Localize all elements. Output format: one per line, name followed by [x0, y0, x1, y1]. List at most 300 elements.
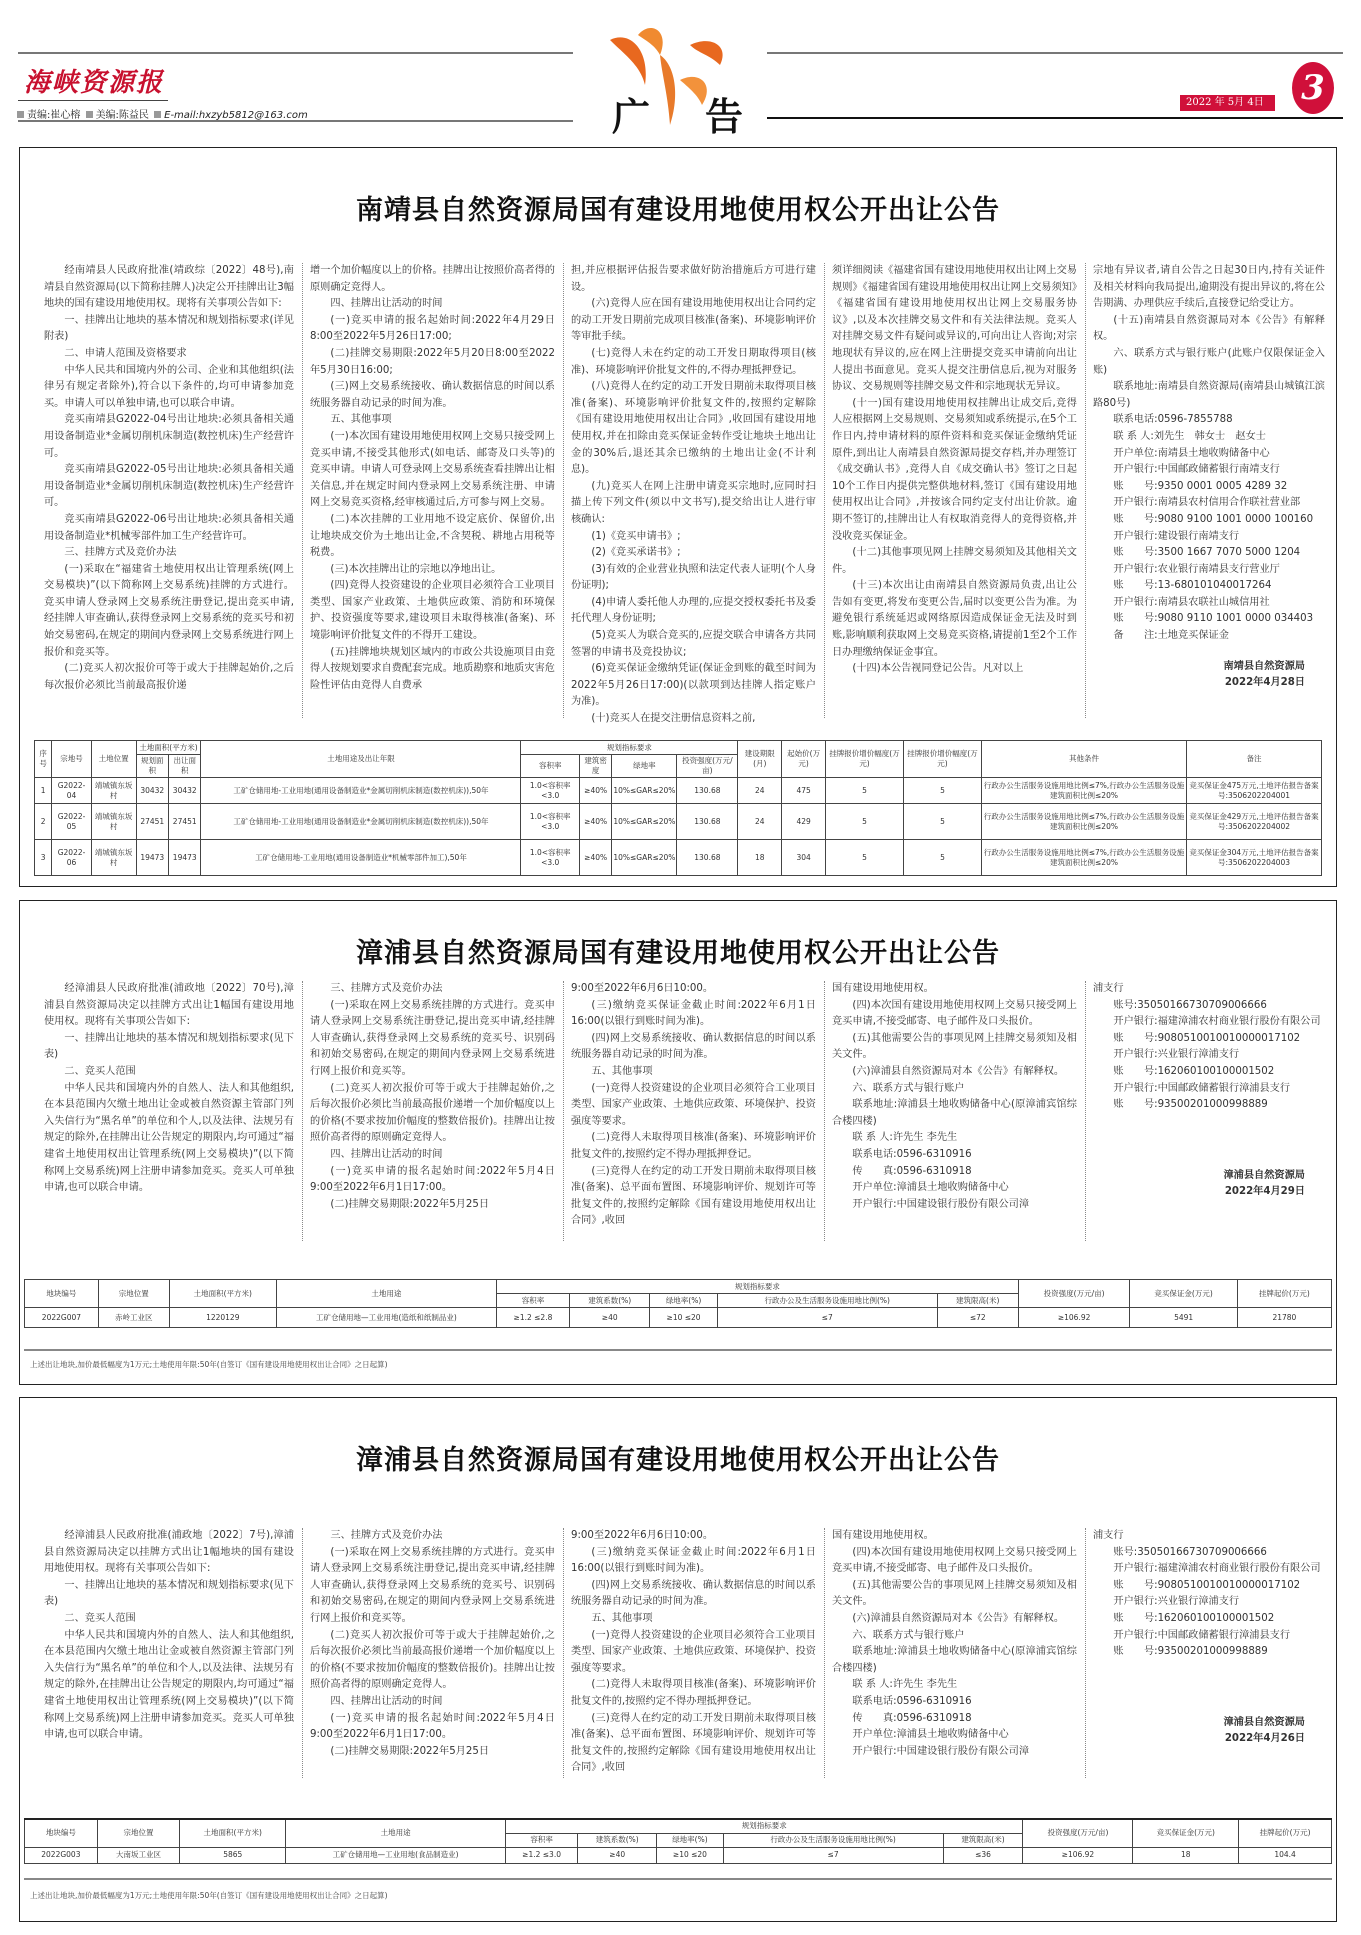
table-header: 地块编号: [25, 1280, 99, 1308]
cell: 5: [903, 804, 981, 840]
cell: 5865: [180, 1847, 286, 1863]
table-header: 土地用途: [286, 1819, 506, 1847]
cell: 475: [782, 778, 826, 804]
paragraph: 六、联系方式与银行账户(此账户仅限保证金入账): [1093, 347, 1325, 376]
table-header: 行政办公及生活服务设施用地比例(%): [723, 1833, 943, 1847]
cell: 104.4: [1239, 1847, 1332, 1863]
table-header: 土地位置: [91, 741, 136, 778]
paragraph: (四)网上交易系统接收、确认数据信息的时间以系统服务器自动记录的时间为准。: [571, 1032, 816, 1061]
cell: 1.0<容积率<3.0: [521, 804, 579, 840]
paragraph: (五)其他需要公告的事项见网上挂牌交易须知及相关文件。: [832, 1579, 1077, 1608]
cell: ≥40: [578, 1847, 657, 1863]
paragraph: (三)本次挂牌出让的宗地以净地出让。: [330, 563, 502, 575]
table-note: 上述出让地块,加价最低幅度为1万元;土地使用年限:50年(自签订《国有建设用地使用权出让合同》之日起算): [30, 1891, 388, 1900]
cell: ≥10 ≤20: [650, 1308, 717, 1328]
cell: 429: [782, 804, 826, 840]
column-divider: [1085, 1528, 1086, 1778]
cell: 10%≤GAR≤20%: [612, 804, 677, 840]
table-header: 竞买保证金(万元): [1133, 1819, 1239, 1847]
contact-line: 账 号:3500 1667 7070 5000 1204: [1113, 547, 1301, 559]
parcel-table: [24, 1279, 1332, 1328]
paragraph: 四、挂牌出让活动的时间: [330, 298, 443, 310]
cell: 靖城镇东坂村: [91, 804, 136, 840]
contact-line: 开户银行:福建漳浦农村商业银行股份有限公司: [1113, 1016, 1321, 1028]
table-header: 容积率: [506, 1833, 578, 1847]
paragraph: 三、挂牌方式及竞价办法: [330, 983, 443, 994]
table-header: 其他条件: [982, 741, 1187, 778]
table-header: 投资强度(万元/亩): [1023, 1819, 1133, 1847]
paragraph: 一、挂牌出让地块的基本情况和规划指标要求(详见附表): [44, 314, 294, 343]
table-header: 宗地位置: [97, 1819, 180, 1847]
contact-line: 账 号:9080 9110 1001 0000 034403: [1113, 613, 1314, 625]
notice-zhangpu-1: [19, 900, 1337, 1385]
table-header: 投资强度(万元/亩): [677, 755, 738, 778]
sign-date: 2022年4月26日: [1224, 1733, 1305, 1745]
cell: 5: [903, 840, 981, 876]
section-title-part1: 广: [612, 94, 651, 139]
paragraph: (1)《竞买申请书》;: [591, 530, 681, 542]
cell: 304: [782, 840, 826, 876]
cell: ≤72: [937, 1308, 1018, 1328]
contact-line: 账号:35050166730709006666: [1113, 1546, 1267, 1558]
notice-column-3: [571, 981, 816, 1230]
cell: 18: [738, 840, 782, 876]
cell: 5: [826, 840, 904, 876]
table-header: 行政办公及生活服务设施用地比例(%): [717, 1294, 937, 1308]
table-header: 备注: [1187, 741, 1322, 778]
table-row: [25, 1308, 1332, 1328]
paragraph: (二)竞买人初次报价可等于或大于挂牌起始价,之后每次报价必须比当前最高报价递增一个加价幅度以上的价格(不要求按加价幅度的整数倍报价)。挂牌出让按照价高者得的原则确定竞得人。: [310, 1629, 555, 1691]
cell: 130.68: [677, 840, 738, 876]
bullet-icon: [154, 111, 161, 118]
table-header: 绿地率(%): [657, 1833, 723, 1847]
paragraph: 三、挂牌方式及竞价办法: [64, 547, 177, 559]
contact-line: 开户银行:中国建设银行股份有限公司漳: [852, 1198, 1030, 1210]
notice-column-4: [832, 263, 1077, 678]
divider: [24, 1878, 1332, 1880]
paragraph: (四)本次国有建设用地使用权网上交易只接受网上竞买申请,不接受邮寄、电子邮件及口头报价。: [832, 1546, 1077, 1575]
contact-line: 开户银行:中国建设银行股份有限公司漳: [852, 1745, 1030, 1757]
cell: ≥106.92: [1018, 1308, 1130, 1328]
paragraph: 9:00至2022年6月6日10:00。: [571, 983, 714, 994]
column-divider: [824, 263, 825, 718]
paragraph: 宗地有异议者,请自公告之日起30日内,持有关证件及相关材料向我局提出,逾期没有提出异议的,将在公告期满、办理供应手续后,直接登记给受让方。: [1093, 265, 1325, 310]
cell: 2: [35, 804, 52, 840]
notice-title: 漳浦县自然资源局国有建设用地使用权公开出让公告: [356, 938, 1000, 969]
notice-column-5: [1093, 263, 1325, 692]
cell: 5: [826, 778, 904, 804]
cell: 靖城镇东坂村: [91, 840, 136, 876]
paragraph: (五)其他需要公告的事项见网上挂牌交易须知及相关文件。: [832, 1032, 1077, 1061]
bullet-icon: [17, 111, 24, 118]
table-row: [35, 840, 1322, 876]
contact-line: 账 号:162060100100001502: [1113, 1612, 1275, 1624]
cell: ≥40: [570, 1308, 650, 1328]
cell: 行政办公生活服务设施用地比例≤7%,行政办公生活服务设施建筑面积比例≤20%: [982, 840, 1187, 876]
paragraph: 四、挂牌出让活动的时间: [330, 1148, 443, 1160]
cell: 1.0<容积率<3.0: [521, 840, 579, 876]
notice-column-2: [310, 263, 555, 694]
contact-line: 账 号:9350 0001 0005 4289 32: [1113, 480, 1288, 492]
contact-address: 联系地址:漳浦县土地收购储备中心(原漳浦宾馆综合楼四楼): [832, 1646, 1077, 1674]
contact-line: 账 号:9080510010010000017102: [1113, 1579, 1301, 1591]
paragraph: 五、其他事项: [330, 414, 392, 426]
table-header: 规划指标要求: [506, 1819, 1023, 1833]
contact-line: 开户银行:南靖县农村信用合作联社营业部: [1113, 497, 1301, 509]
table-header: 起始价(万元): [782, 741, 826, 778]
contact-line: 开户银行:兴业银行漳浦支行: [1113, 1049, 1240, 1061]
newspaper-logo: 海峡资源报: [24, 68, 165, 98]
notice-column-2: [310, 981, 555, 1213]
sign-date: 2022年4月28日: [1224, 677, 1305, 689]
signature: 南靖县自然资源局: [1223, 660, 1305, 672]
paragraph: 经南靖县人民政府批准(靖政综〔2022〕48号),南靖县自然资源局(以下简称挂牌人)决定公开挂牌出让3幅地块的国有建设用地使用权。现将有关事项公告如下:: [44, 265, 294, 310]
table-header: 建筑系数(%): [570, 1294, 650, 1308]
cell: 工矿仓储用地—工业用地(造纸和纸制品业): [276, 1308, 496, 1328]
cell: 21780: [1237, 1308, 1331, 1328]
notice-column-4: [832, 1528, 1077, 1760]
table-header: 序号: [35, 741, 52, 778]
table-header: 挂牌报价增价幅度(万元): [903, 741, 981, 778]
paragraph: 二、申请人范围及资格要求: [64, 347, 187, 359]
contact-line: 联系电话:0596-6310916: [852, 1148, 972, 1160]
paragraph: (十)竞买人在提交注册信息资料之前,: [591, 713, 756, 725]
notice-column-1: [44, 981, 294, 1197]
table-header: 宗地号: [52, 741, 91, 778]
paragraph: 五、其他事项: [591, 1612, 653, 1624]
paragraph: 竞买南靖县G2022-05号出让地块:必须具备相关通用设备制造业*金属切削机床制造(数控机床)生产经营许可。: [44, 464, 294, 509]
cell: 130.68: [677, 778, 738, 804]
column-divider: [563, 263, 564, 718]
column-divider: [824, 981, 825, 1241]
contact-line: 联系电话:0596-7855788: [1113, 414, 1233, 426]
table-header: 规划指标要求: [521, 741, 738, 755]
paragraph: 中华人民共和国境内外的自然人、法人和其他组织,在本县范围内欠缴土地出让金或被自然资源主管部门列入失信行为“黑名单”的单位和个人,以及法律、法规另有规定的除外,在挂牌出让公告规定的期限内,均可通过“福建省土地使用权出让管理系统(网上交易模块)”(以下简称网上交易系统)网上注册申请参加竞买。竞买人可单独申请,也可以联合申请。: [44, 1082, 294, 1194]
table-header: 土地用途及出让年限: [201, 741, 521, 778]
signature: 漳浦县自然资源局: [1223, 1716, 1305, 1728]
contact-line: 开户银行:福建漳浦农村商业银行股份有限公司: [1113, 1563, 1321, 1575]
contact-line: 账 号:162060100100001502: [1113, 1065, 1275, 1077]
paragraph: 中华人民共和国境内外的自然人、法人和其他组织,在本县范围内欠缴土地出让金或被自然资源主管部门列入失信行为“黑名单”的单位和个人,以及法律、法规另有规定的除外,在挂牌出让公告规定的期限内,均可通过“福建省土地使用权出让管理系统(网上交易模块)”(以下简称网上交易系统)网上注册申请参加竞买。竞买人可单独申请,也可以联合申请。: [44, 1629, 294, 1741]
table-header: 出让面积: [169, 755, 201, 778]
sign-date: 2022年4月29日: [1224, 1186, 1305, 1198]
cell: ≤36: [943, 1847, 1023, 1863]
paragraph: (八)竞得人在约定的动工开发日期前未取得项目核准(备案)、环境影响评价批复文件的,按照约定解除《国有建设用地使用权出让合同》,收回国有建设用地使用权,并在扣除由竞买保证金转作受让地块土地出让金的30%后,退还其余已缴纳的土地出让金(不计利息)。: [571, 381, 816, 476]
notice-column-3: [571, 263, 816, 728]
paragraph: 三、挂牌方式及竞价办法: [330, 1530, 443, 1541]
cell: 5: [826, 804, 904, 840]
cell: 大南坂工业区: [97, 1847, 180, 1863]
paragraph: (一)竞得人投资建设的企业项目必须符合工业项目类型、国家产业政策、土地供应政策、环境保护、投资强度等要求。: [571, 1629, 816, 1674]
paragraph: 六、联系方式与银行账户: [852, 1082, 965, 1094]
contact-line: 开户单位:漳浦县土地收购储备中心: [852, 1729, 1009, 1741]
column-divider: [563, 1528, 564, 1778]
cell: 130.68: [677, 804, 738, 840]
paragraph: (六)漳浦县自然资源局对本《公告》有解释权。: [852, 1065, 1065, 1077]
cell: 5491: [1130, 1308, 1237, 1328]
column-divider: [563, 981, 564, 1241]
designer: 美编:陈益民: [95, 110, 149, 121]
cell: 赤岭工业区: [98, 1308, 169, 1328]
cell: 竞买保证金304万元,土地评估报告备案号:3506202204003: [1187, 840, 1322, 876]
paragraph: 经漳浦县人民政府批准(浦政地〔2022〕7号),漳浦县自然资源局决定以挂牌方式出让1幅地块的国有建设用地使用权。现将有关事项公告如下:: [44, 1530, 294, 1575]
table-row: [35, 804, 1322, 840]
paragraph: (三)缴纳竞买保证金截止时间:2022年6月1日16:00(以银行到账时间为准)。: [571, 1546, 816, 1575]
cell: 行政办公生活服务设施用地比例≤7%,行政办公生活服务设施建筑面积比例≤20%: [982, 804, 1187, 840]
table-note: 上述出让地块,加价最低幅度为1万元;土地使用年限:50年(自签订《国有建设用地使用权出让合同》之日起算): [30, 1360, 388, 1369]
paragraph: 一、挂牌出让地块的基本情况和规划指标要求(见下表): [44, 1032, 294, 1061]
paragraph: (四)竞得人投资建设的企业项目必须符合工业项目类型、国家产业政策、土地供应政策、消防和环境保护、投资强度等要求,建设项目未取得核准(备案)、环境影响评价批复文件的不得开工建设。: [310, 580, 555, 642]
table-header: 挂牌起价(万元): [1237, 1280, 1331, 1308]
contact-line: 联 系 人:许先生 李先生: [852, 1132, 958, 1144]
cell: 3: [35, 840, 52, 876]
cell: 30432: [169, 778, 201, 804]
table-header: 竞买保证金(万元): [1130, 1280, 1237, 1308]
paragraph: (十三)本次出让由南靖县自然资源局负责,出让公告如有变更,将发布变更公告,届时以变更公告为准。为避免银行系统延迟或网络原因造成保证金无法及时到账,影响顺利获取网上交易竞买资格,请提前1至2个工作日办理缴纳保证金事宜。: [832, 580, 1077, 658]
parcel-table: [34, 740, 1322, 876]
contact-address: 联系地址:漳浦县土地收购储备中心(原漳浦宾馆综合楼四楼): [832, 1099, 1077, 1127]
table-header: 容积率: [496, 1294, 569, 1308]
contact-line: 开户银行:兴业银行漳浦支行: [1113, 1596, 1240, 1608]
cell: 行政办公生活服务设施用地比例≤7%,行政办公生活服务设施建筑面积比例≤20%: [982, 778, 1187, 804]
paragraph: (三)缴纳竞买保证金截止时间:2022年6月1日16:00(以银行到账时间为准)。: [571, 999, 816, 1028]
cell: 1220129: [169, 1308, 276, 1328]
paragraph: 五、其他事项: [591, 1065, 653, 1077]
paragraph: (二)挂牌交易期限:2022年5月25日: [330, 1745, 490, 1757]
contact-line: 开户单位:南靖县土地收购储备中心: [1113, 447, 1270, 459]
paragraph: 六、联系方式与银行账户: [852, 1629, 965, 1641]
contact-line: 开户银行:南靖县农联社山城信用社: [1113, 596, 1270, 608]
cell: 2022G007: [25, 1308, 99, 1328]
contact-line: 联 系 人:许先生 李先生: [852, 1679, 958, 1691]
paragraph: 二、竞买人范围: [64, 1612, 136, 1624]
cell: 1.0<容积率<3.0: [521, 778, 579, 804]
paragraph: (六)竞得人应在国有建设用地使用权出让合同约定的动工开发日期前完成项目核准(备案)、环境影响评价等审批手续。: [571, 298, 816, 343]
table-header: 土地面积(平方米): [180, 1819, 286, 1847]
paragraph: (一)竞得人投资建设的企业项目必须符合工业项目类型、国家产业政策、土地供应政策、环境保护、投资强度等要求。: [571, 1082, 816, 1127]
column-divider: [302, 1528, 303, 1778]
paragraph: (一)采取在网上交易系统挂牌的方式进行。竞买申请人登录网上交易系统注册登记,提出竞买申请,经挂牌人审查确认,获得登录网上交易系统的竞买号、识别码和初始交易密码,在规定的期间内登录网上交易系统进行网上报价和竞买等。: [310, 1546, 555, 1624]
paragraph: (四)网上交易系统接收、确认数据信息的时间以系统服务器自动记录的时间为准。: [571, 1579, 816, 1608]
contact-line: 账 号:13-680101040017264: [1113, 580, 1272, 592]
paragraph: (6)竞买保证金缴纳凭证(保证金到账的截至时间为2022年5月26日17:00)(以款项到达挂牌人指定账户为准)。: [571, 663, 816, 708]
table-header: 建筑限高(米): [937, 1294, 1018, 1308]
cell: 竞买保证金475万元,土地评估报告备案号:3506202204001: [1187, 778, 1322, 804]
cell: 5: [903, 778, 981, 804]
contact-line: 联系电话:0596-6310916: [852, 1695, 972, 1707]
paragraph: 竞买南靖县G2022-04号出让地块:必须具备相关通用设备制造业*金属切削机床制造(数控机床)生产经营许可。: [44, 414, 294, 459]
paragraph: (3)有效的企业营业执照和法定代表人证明(个人身份证明);: [571, 563, 816, 592]
cell: 24: [738, 778, 782, 804]
divider: [767, 52, 1343, 54]
column-divider: [1085, 981, 1086, 1241]
cell: 竞买保证金429万元,土地评估报告备案号:3506202204002: [1187, 804, 1322, 840]
paragraph: (5)竞买人为联合竞买的,应提交联合申请各方共同签署的申请书及竞投协议;: [571, 630, 816, 658]
credits-line: [15, 106, 308, 121]
paragraph: (二)本次挂牌的工业用地不设定底价、保留价,出让地块成交价为土地出让金,不含契税、耕地占用税等税费。: [310, 513, 555, 559]
cell: 工矿仓储用地-工业用地(通用设备制造业*金属切削机床制造(数控机床)),50年: [201, 804, 521, 840]
divider: [18, 52, 573, 54]
section-title-part2: 告: [705, 94, 744, 139]
paragraph: (三)竞得人在约定的动工开发日期前未取得项目核准(备案)、总平面布置图、环境影响评价、规划许可等批复文件的,按照约定解除《国有建设用地使用权出让合同》,收回: [571, 1165, 816, 1227]
paragraph: (七)竞得人未在约定的动工开发日期取得项目(核准)、环境影响评价批复文件的,不得办理抵押登记。: [571, 347, 816, 376]
cell: 10%≤GAR≤20%: [612, 778, 677, 804]
cell: 2022G003: [25, 1847, 98, 1863]
contact-address: 联系地址:南靖县自然资源局(南靖县山城镇江滨路80号): [1093, 381, 1325, 409]
table-header: 建筑系数(%): [578, 1833, 657, 1847]
bullet-icon: [86, 111, 93, 118]
contact-line: 开户单位:漳浦县土地收购储备中心: [852, 1182, 1009, 1194]
parcel-table: [24, 1818, 1332, 1864]
paragraph: (4)申请人委托他人办理的,应提交授权委托书及委托代理人身份证明;: [571, 596, 816, 625]
paragraph: 中华人民共和国境内外的公司、企业和其他组织(法律另有规定者除外),符合以下条件的,均可申请参加竞买。申请人可以单独申请,也可以联合申请。: [44, 364, 294, 409]
table-header: 规划指标要求: [496, 1280, 1018, 1294]
paragraph: (三)竞得人在约定的动工开发日期前未取得项目核准(备案)、总平面布置图、环境影响评价、规划许可等批复文件的,按照约定解除《国有建设用地使用权出让合同》,收回: [571, 1712, 816, 1774]
paragraph: (二)竞买人初次报价可等于或大于挂牌起始价,之后每次报价必须比当前最高报价递增一个加价幅度以上的价格(不要求按加价幅度的整数倍报价)。挂牌出让按照价高者得的原则确定竞得人。: [310, 1082, 555, 1144]
cell: ≥40%: [579, 840, 611, 876]
cell: ≥1.2 ≤2.8: [496, 1308, 569, 1328]
paragraph: 二、竞买人范围: [64, 1065, 136, 1077]
table-header: 投资强度(万元/亩): [1018, 1280, 1130, 1308]
table-header: 建筑限高(米): [943, 1833, 1023, 1847]
paragraph: (一)竞买申请的报名起始时间:2022年4月29日8:00至2022年5月26日17:00;: [310, 314, 555, 343]
divider: [18, 100, 168, 101]
notice-title: 南靖县自然资源局国有建设用地使用权公开出让公告: [356, 195, 1000, 226]
table-header: 绿地率: [612, 755, 677, 778]
cell: 10%≤GAR≤20%: [612, 840, 677, 876]
contact-line: 开户银行:中国邮政储蓄银行漳浦县支行: [1113, 1629, 1291, 1641]
notice-column-5: [1093, 1528, 1325, 1748]
paragraph: (十四)本公告视同登记公告。凡对以上: [852, 663, 1024, 675]
table-header: 挂牌起价(万元): [1239, 1819, 1332, 1847]
paragraph: (一)本次国有建设用地使用权网上交易只接受网上竞买申请,不接受其他形式(如电话、邮寄及口头等)的竞买申请。申请人可登录网上交易系统查看挂牌出让相关信息,并在规定时间内登录网上交易系统注册、申请网上交易竞买资格,经审核通过后,方可参与网上交易。: [310, 430, 555, 509]
page-number: 3: [1292, 62, 1334, 114]
paragraph: (一)采取在网上交易系统挂牌的方式进行。竞买申请人登录网上交易系统注册登记,提出竞买申请,经挂牌人审查确认,获得登录网上交易系统的竞买号、识别码和初始交易密码,在规定的期间内登录网上交易系统进行网上报价和竞买等。: [310, 999, 555, 1077]
contact-line: 备 注:土地竞买保证金: [1113, 630, 1229, 642]
cell: 24: [738, 804, 782, 840]
table-header: 规划面积: [136, 755, 168, 778]
paragraph: 浦支行: [1093, 1530, 1124, 1541]
contact-line: 账 号:93500201000998889: [1113, 1646, 1268, 1658]
contact-line: 开户银行:建设银行南靖支行: [1113, 530, 1240, 542]
paragraph: (六)漳浦县自然资源局对本《公告》有解释权。: [852, 1612, 1065, 1624]
notice-column-5: [1093, 981, 1325, 1201]
cell: ≤7: [717, 1308, 937, 1328]
table-header: 绿地率(%): [650, 1294, 717, 1308]
table-header: 容积率: [521, 755, 579, 778]
table-header: 土地用途: [276, 1280, 496, 1308]
table-header: 宗地位置: [98, 1280, 169, 1308]
paragraph: (三)网上交易系统接收、确认数据信息的时间以系统服务器自动记录的时间为准。: [310, 381, 555, 409]
cell: 1: [35, 778, 52, 804]
column-divider: [824, 1528, 825, 1778]
paragraph: 国有建设用地使用权。: [832, 1530, 934, 1541]
contact-line: 开户银行:农业银行南靖县支行营业厅: [1113, 563, 1280, 575]
cell: ≥40%: [579, 804, 611, 840]
contact-line: 开户银行:中国邮政储蓄银行漳浦县支行: [1113, 1082, 1291, 1094]
cell: ≤7: [723, 1847, 943, 1863]
signature: 漳浦县自然资源局: [1223, 1169, 1305, 1181]
cell: 工矿仓储用地-工业用地(通用设备制造业*金属切削机床制造(数控机床)),50年: [201, 778, 521, 804]
cell: ≥10 ≤20: [657, 1847, 723, 1863]
paragraph: 增一个加价幅度以上的价格。挂牌出让按照价高者得的原则确定竞得人。: [310, 265, 555, 293]
contact-line: 账号:35050166730709006666: [1113, 999, 1267, 1011]
notice-column-1: [44, 263, 294, 694]
column-divider: [1085, 263, 1086, 718]
cell: 工矿仓储用地-工业用地(通用设备制造业*机械零部件加工),50年: [201, 840, 521, 876]
cell: ≥1.2 ≤3.0: [506, 1847, 578, 1863]
divider: [24, 1349, 1332, 1351]
notice-zhangpu-2: [19, 1397, 1337, 1922]
notice-column-4: [832, 981, 1077, 1213]
contact-line: 传 真:0596-6310918: [852, 1165, 972, 1177]
paragraph: 竞买南靖县G2022-06号出让地块:必须具备相关通用设备制造业*机械零部件加工生产经营许可。: [44, 513, 294, 542]
cell: 27451: [169, 804, 201, 840]
contact-line: 开户银行:中国邮政储蓄银行南靖支行: [1113, 464, 1280, 476]
email: E-mail:hxzyb5812@163.com: [164, 110, 308, 121]
table-header: 建设期限(月): [738, 741, 782, 778]
paragraph: 四、挂牌出让活动的时间: [330, 1695, 443, 1707]
paragraph: (2)《竞买承诺书》;: [591, 547, 681, 559]
cell: 19473: [136, 840, 168, 876]
issue-date: 2022 年 5月 4日: [1180, 95, 1275, 111]
paragraph: (一)采取在“福建省土地使用权出让管理系统(网上交易模块)”(以下简称网上交易系统)挂牌的方式进行。竞买申请人登录网上交易系统注册登记,提出竞买申请,经挂牌人审查确认,获得登录网上交易系统的竞买号和初始交易密码,在规定的期间内登录网上交易系统进行网上报价和竞买等。: [44, 563, 294, 658]
paragraph: (五)挂牌地块规划区域内的市政公共设施项目由竞得人按规划要求自费配套完成。地质勘察和地质灾害危险性评估由竞得人自费承: [310, 646, 555, 691]
paragraph: (二)竞得人未取得项目核准(备案)、环境影响评价批复文件的,按照约定不得办理抵押登记。: [571, 1679, 816, 1707]
paragraph: (二)挂牌交易期限:2022年5月20日8:00至2022年5月30日16:00;: [310, 347, 555, 376]
table-row: [35, 778, 1322, 804]
cell: G2022-05: [52, 804, 91, 840]
table-header: 土地面积(平方米): [169, 1280, 276, 1308]
paragraph: 国有建设用地使用权。: [832, 983, 934, 994]
editor: 责编:崔心榕: [27, 110, 81, 121]
paragraph: 9:00至2022年6月6日10:00。: [571, 1530, 714, 1541]
notice-column-1: [44, 1528, 294, 1744]
contact-line: 联 系 人:刘先生 韩女士 赵女士: [1113, 430, 1266, 442]
cell: ≥106.92: [1023, 1847, 1133, 1863]
cell: 30432: [136, 778, 168, 804]
notice-nanjing: [19, 147, 1337, 887]
column-divider: [302, 981, 303, 1241]
paragraph: (十五)南靖县自然资源局对本《公告》有解释权。: [1093, 314, 1325, 343]
table-header: 建筑密度: [579, 755, 611, 778]
paragraph: (四)本次国有建设用地使用权网上交易只接受网上竞买申请,不接受邮寄、电子邮件及口头报价。: [832, 999, 1077, 1028]
paragraph: (二)挂牌交易期限:2022年5月25日: [330, 1198, 490, 1210]
table-header: 土地面积(平方米): [136, 741, 201, 755]
paragraph: (一)竞买申请的报名起始时间:2022年5月4日9:00至2022年6月1日17:00。: [310, 1712, 555, 1741]
notice-column-2: [310, 1528, 555, 1760]
cell: 19473: [169, 840, 201, 876]
paragraph: 须详细阅读《福建省国有建设用地使用权出让网上交易规则》《福建省国有建设用地使用权出让网上交易须知》《福建省国有建设用地使用权出让网上交易服务协议》,以及本次挂牌交易文件和有关法律法规。竞买人对挂牌交易文件有疑问或异议的,可向出让人咨询;对宗地现状有异议的,应在网上注册提交竞买申请前向出让人提出书面意见。竞买人提交注册信息后,视为对服务协议、交易规则等挂牌交易文件和宗地现状无异议。: [832, 265, 1077, 393]
paragraph: 浦支行: [1093, 983, 1124, 994]
paragraph: 担,并应根据评估报告要求做好防治措施后方可进行建设。: [571, 265, 816, 293]
contact-line: 账 号:9080510010010000017102: [1113, 1032, 1301, 1044]
paragraph: (十一)国有建设用地使用权挂牌出让成交后,竞得人应根据网上交易规则、交易须知或系统提示,在5个工作日内,持申请材料的原件资料和竞买保证金缴纳凭证原件,到出让人南靖县自然资源局提交存档,并办理签订《成交确认书》,竞得人自《成交确认书》签订之日起10个工作日内提供完整供地材料,签订《国有建设用地使用权出让合同》,并按该合同约定支付出让价款。逾期不签订的,挂牌出让人有权取消竞得人的竞得资格,并没收竞买保证金。: [832, 397, 1077, 542]
table-header: 挂牌报价增价幅度(万元): [826, 741, 904, 778]
contact-line: 传 真:0596-6310918: [852, 1712, 972, 1724]
cell: G2022-06: [52, 840, 91, 876]
paragraph: (二)竞得人未取得项目核准(备案)、环境影响评价批复文件的,按照约定不得办理抵押登记。: [571, 1132, 816, 1160]
notice-title: 漳浦县自然资源局国有建设用地使用权公开出让公告: [356, 1445, 1000, 1476]
table-row: [25, 1847, 1332, 1863]
cell: 27451: [136, 804, 168, 840]
paragraph: (一)竞买申请的报名起始时间:2022年5月4日9:00至2022年6月1日17:00。: [310, 1165, 555, 1194]
cell: 工矿仓储用地—工业用地(食品制造业): [286, 1847, 506, 1863]
contact-line: 账 号:93500201000998889: [1113, 1099, 1268, 1111]
divider: [767, 117, 1343, 119]
paragraph: (十二)其他事项见网上挂牌交易须知及其他相关文件。: [832, 547, 1077, 575]
cell: 18: [1133, 1847, 1239, 1863]
